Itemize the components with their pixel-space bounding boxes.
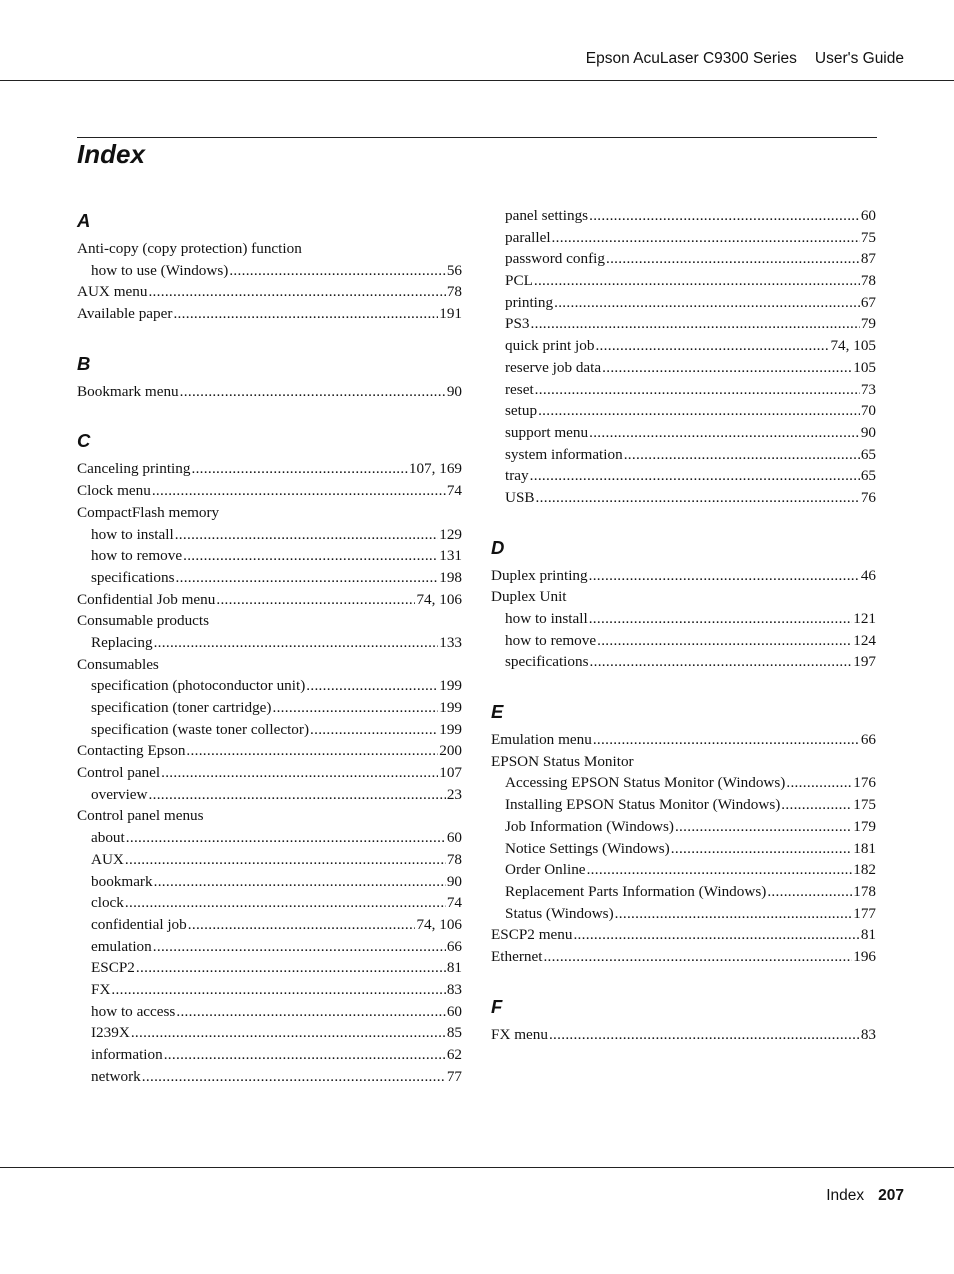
entry-page: 199 [439, 699, 462, 716]
entry-term: how to remove [505, 631, 597, 649]
index-subentry [491, 422, 876, 444]
index-entry [77, 610, 462, 632]
dot-leader [125, 849, 446, 871]
index-entry [491, 729, 876, 751]
index-subentry [77, 567, 462, 589]
entry-page: 198 [439, 568, 462, 586]
entry-page: 90 [446, 872, 462, 890]
entry-term: Control panel [77, 764, 161, 782]
index-subentry [491, 357, 876, 379]
index-subentry [77, 1001, 462, 1023]
entry-page: 107 [439, 764, 462, 782]
entry-term: USB [505, 488, 535, 506]
header-guide: User's Guide [814, 50, 904, 67]
index-subentry [491, 335, 876, 357]
dot-leader [154, 632, 439, 654]
entry-page: 23 [446, 785, 462, 803]
page-number: 207 [878, 1187, 904, 1204]
dot-leader [597, 630, 852, 652]
index-subentry [77, 1022, 462, 1044]
entry-term: setup [505, 402, 538, 420]
entry-term: how to remove [91, 547, 183, 565]
dot-leader [671, 838, 852, 860]
entry-term: about [91, 829, 125, 847]
dot-leader [229, 260, 445, 282]
dot-leader [554, 292, 860, 314]
entry-term: support menu [505, 423, 589, 441]
entry-page: 179 [853, 817, 876, 835]
index-entry [491, 1024, 876, 1046]
dot-leader [595, 335, 829, 357]
page-header [0, 0, 954, 81]
index-subentry [77, 632, 462, 654]
entry-page: 56 [446, 261, 462, 279]
dot-leader [164, 1044, 446, 1066]
index-entry [491, 946, 876, 968]
entry-term: AUX [91, 850, 124, 868]
entry-page: 75 [860, 228, 876, 246]
dot-leader [535, 379, 860, 401]
entry-term: CompactFlash memory [77, 503, 220, 521]
dot-leader [534, 270, 860, 292]
dot-leader [590, 651, 853, 673]
entry-term: Clock menu [77, 482, 151, 500]
index-entry [77, 281, 462, 303]
index-subentry [491, 772, 876, 794]
index-subentry [491, 630, 876, 652]
entry-page: 78 [446, 283, 462, 301]
entry-page: 197 [853, 653, 876, 671]
index-subentry [77, 1066, 462, 1088]
index-entry [491, 565, 876, 587]
dot-leader [530, 465, 860, 487]
dot-leader [136, 957, 446, 979]
entry-page: 81 [860, 926, 876, 944]
section-letter: E [491, 701, 504, 723]
dot-leader [538, 400, 860, 422]
entry-term: reserve job data [505, 358, 602, 376]
index-subentry [77, 545, 462, 567]
dot-leader [180, 381, 446, 403]
entry-page: 79 [860, 315, 876, 333]
entry-term: Notice Settings (Windows) [505, 839, 670, 857]
index-subentry [77, 675, 462, 697]
entry-term: tray [505, 467, 529, 485]
index-entry [77, 381, 462, 403]
entry-page: 67 [860, 293, 876, 311]
index-subentry [491, 248, 876, 270]
dot-leader [536, 487, 860, 509]
entry-page: 175 [853, 796, 876, 814]
dot-leader [767, 881, 852, 903]
dot-leader [176, 1001, 445, 1023]
entry-page: 177 [853, 904, 876, 922]
dot-leader [131, 1022, 446, 1044]
section-gap [77, 325, 462, 347]
dot-leader [175, 524, 439, 546]
entry-page: 74, 105 [830, 337, 876, 355]
index-subentry [77, 260, 462, 282]
dot-leader [148, 281, 445, 303]
entry-page: 81 [446, 959, 462, 977]
entry-term: Replacing [91, 633, 153, 651]
index-subentry [491, 838, 876, 860]
entry-term: specifications [505, 653, 589, 671]
index-entry [77, 762, 462, 784]
page-footer [0, 1167, 954, 1168]
dot-leader [125, 892, 446, 914]
index-entry [491, 586, 876, 608]
index-subentry [491, 465, 876, 487]
entry-term: network [91, 1067, 141, 1085]
index-subentry [491, 794, 876, 816]
dot-leader [154, 871, 446, 893]
dot-leader [675, 816, 852, 838]
dot-leader [161, 762, 438, 784]
entry-term: Order Online [505, 861, 586, 879]
entry-term: Available paper [77, 305, 173, 323]
entry-page: 78 [446, 850, 462, 868]
entry-term: Contacting Epson [77, 742, 186, 760]
index-subentry [491, 903, 876, 925]
dot-leader [624, 444, 860, 466]
entry-term: Accessing EPSON Status Monitor (Windows) [505, 774, 786, 792]
entry-term: quick print job [505, 337, 595, 355]
dot-leader [310, 719, 438, 741]
entry-page: 70 [860, 402, 876, 420]
footer-text [826, 1187, 904, 1205]
entry-term: ESCP2 menu [491, 926, 573, 944]
dot-leader [173, 303, 438, 325]
section-letter: B [77, 352, 91, 374]
section-gap [77, 402, 462, 424]
index-subentry [491, 205, 876, 227]
index-entry [77, 502, 462, 524]
section-letter: D [491, 536, 505, 558]
index-entry [77, 303, 462, 325]
dot-leader [552, 227, 860, 249]
index-column-left [77, 204, 462, 1087]
entry-term: Bookmark menu [77, 382, 179, 400]
index-subentry [491, 816, 876, 838]
entry-term: Confidential Job menu [77, 590, 216, 608]
entry-term: printing [505, 293, 554, 311]
entry-term: how to use (Windows) [91, 261, 229, 279]
entry-page: 66 [860, 731, 876, 749]
page-title: Index [77, 139, 145, 169]
entry-term: ESCP2 [91, 959, 135, 977]
entry-term: system information [505, 445, 623, 463]
entry-page: 133 [439, 633, 462, 651]
index-subentry [491, 651, 876, 673]
entry-term: parallel [505, 228, 551, 246]
entry-term: Anti-copy (copy protection) function [77, 240, 302, 257]
entry-page: 90 [860, 423, 876, 441]
dot-leader [183, 545, 438, 567]
index-subentry [491, 313, 876, 335]
index-subentry [77, 871, 462, 893]
entry-term: Installing EPSON Status Monitor (Windows) [505, 796, 781, 814]
section-letter: A [77, 210, 91, 231]
index-entry [491, 924, 876, 946]
index-subentry [77, 524, 462, 546]
index-entry [77, 589, 462, 611]
entry-term: emulation [91, 937, 152, 955]
entry-page: 74 [446, 482, 462, 500]
index-entry [77, 480, 462, 502]
entry-term: reset [505, 380, 534, 398]
entry-page: 121 [853, 610, 876, 627]
dot-leader [191, 458, 407, 480]
entry-page: 196 [853, 947, 876, 965]
index-subentry [77, 979, 462, 1001]
entry-page: 74 [446, 894, 462, 912]
index-subentry [77, 784, 462, 806]
entry-term: how to install [91, 525, 174, 543]
entry-term: confidential job [91, 915, 187, 933]
header-product: Epson AcuLaser C9300 Series [585, 50, 797, 67]
entry-page: 73 [860, 380, 876, 398]
index-subentry [491, 379, 876, 401]
entry-term: FX menu [491, 1025, 548, 1043]
header-text [586, 50, 904, 68]
entry-page: 129 [439, 525, 462, 543]
section-gap [491, 509, 876, 531]
entry-page: 78 [860, 272, 876, 290]
entry-term: password config [505, 250, 605, 268]
entry-term: specification (toner cartridge) [91, 699, 272, 716]
section-letter: C [77, 430, 91, 452]
entry-term: Consumables [77, 655, 159, 673]
entry-term: FX [91, 980, 111, 998]
entry-page: 191 [439, 305, 462, 323]
entry-term: EPSON Status Monitor [491, 752, 634, 770]
index-subentry [491, 292, 876, 314]
section-letter: F [491, 995, 503, 1017]
entry-page: 74, 106 [416, 915, 462, 933]
entry-term: Control panel menus [77, 807, 204, 825]
entry-term: how to access [91, 1002, 176, 1020]
entry-page: 83 [446, 980, 462, 998]
dot-leader [543, 946, 852, 968]
dot-leader [176, 567, 439, 589]
entry-page: 85 [446, 1024, 462, 1042]
index-entry [491, 751, 876, 773]
entry-page: 60 [446, 829, 462, 847]
entry-page: 60 [860, 207, 876, 224]
entry-page: 76 [860, 488, 876, 506]
entry-term: Duplex printing [491, 566, 588, 584]
dot-leader [589, 422, 860, 444]
index-subentry [77, 849, 462, 871]
entry-page: 200 [439, 742, 462, 760]
index-entry [77, 740, 462, 762]
index-subentry [77, 719, 462, 741]
dot-leader [786, 772, 852, 794]
dot-leader [142, 1066, 446, 1088]
entry-page: 60 [446, 1002, 462, 1020]
index-entry [77, 458, 462, 480]
entry-term: AUX menu [77, 283, 148, 301]
entry-page: 176 [853, 774, 876, 792]
index-subentry [491, 881, 876, 903]
dot-leader [602, 357, 852, 379]
entry-term: Job Information (Windows) [505, 817, 674, 835]
entry-term: Status (Windows) [505, 904, 614, 922]
entry-term: Emulation menu [491, 731, 592, 749]
dot-leader [111, 979, 445, 1001]
dot-leader [216, 589, 415, 611]
dot-leader [589, 608, 853, 630]
entry-term: I239X [91, 1024, 130, 1042]
entry-page: 181 [853, 839, 876, 857]
dot-leader [306, 675, 438, 697]
entry-term: Duplex Unit [491, 588, 567, 606]
dot-leader [188, 914, 416, 936]
dot-leader [589, 565, 860, 587]
section-gap [491, 673, 876, 695]
dot-leader [606, 248, 860, 270]
dot-leader [549, 1024, 860, 1046]
index-entry [77, 805, 462, 827]
entry-page: 66 [446, 937, 462, 955]
index-subentry [77, 827, 462, 849]
index-subentry [491, 859, 876, 881]
section-gap [491, 968, 876, 990]
dot-leader [272, 697, 438, 719]
index-subentry [77, 936, 462, 958]
entry-page: 46 [860, 566, 876, 584]
dot-leader [615, 903, 853, 925]
entry-page: 83 [860, 1025, 876, 1043]
dot-leader [152, 480, 446, 502]
entry-term: PS3 [505, 315, 530, 333]
entry-term: overview [91, 785, 148, 803]
index-subentry [77, 892, 462, 914]
index-subentry [77, 697, 462, 719]
entry-term: PCL [505, 272, 533, 290]
entry-page: 199 [439, 677, 462, 695]
entry-term: Replacement Parts Information (Windows) [505, 882, 767, 900]
index-subentry [77, 914, 462, 936]
footer-section: Index [826, 1187, 865, 1204]
entry-page: 178 [853, 882, 876, 900]
entry-term: bookmark [91, 872, 153, 890]
title-rule [77, 137, 877, 138]
entry-page: 90 [446, 382, 462, 400]
dot-leader [126, 827, 446, 849]
entry-term: how to install [505, 610, 588, 627]
entry-page: 105 [853, 358, 876, 376]
entry-term: Ethernet [491, 947, 543, 965]
entry-page: 131 [439, 547, 462, 565]
entry-page: 65 [860, 467, 876, 485]
index-subentry [491, 270, 876, 292]
index-subentry [491, 444, 876, 466]
index-entry [77, 238, 462, 260]
index-subentry [491, 487, 876, 509]
entry-page: 182 [853, 861, 876, 879]
entry-term: Canceling printing [77, 460, 191, 478]
dot-leader [587, 859, 853, 881]
dot-leader [589, 205, 860, 227]
dot-leader [593, 729, 860, 751]
entry-term: information [91, 1046, 163, 1063]
dot-leader [186, 740, 438, 762]
index-subentry [491, 227, 876, 249]
dot-leader [573, 924, 859, 946]
entry-term: panel settings [505, 207, 589, 224]
index-column-right [491, 205, 876, 1045]
entry-term: clock [91, 894, 124, 912]
entry-term: specification (waste toner collector) [91, 720, 310, 738]
entry-page: 199 [439, 720, 462, 738]
entry-page: 74, 106 [416, 590, 462, 608]
entry-page: 124 [853, 631, 876, 649]
dot-leader [781, 794, 852, 816]
entry-page: 65 [860, 445, 876, 463]
entry-term: specification (photoconductor unit) [91, 677, 306, 695]
entry-page: 107, 169 [408, 460, 462, 478]
entry-page: 87 [860, 250, 876, 268]
dot-leader [531, 313, 860, 335]
index-subentry [77, 957, 462, 979]
index-subentry [491, 400, 876, 422]
index-subentry [491, 608, 876, 630]
dot-leader [149, 784, 446, 806]
index-subentry [77, 1044, 462, 1066]
entry-page: 62 [446, 1046, 462, 1063]
index-entry [77, 654, 462, 676]
entry-term: specifications [91, 568, 175, 586]
dot-leader [153, 936, 446, 958]
entry-term: Consumable products [77, 612, 210, 630]
entry-page: 77 [446, 1067, 462, 1085]
